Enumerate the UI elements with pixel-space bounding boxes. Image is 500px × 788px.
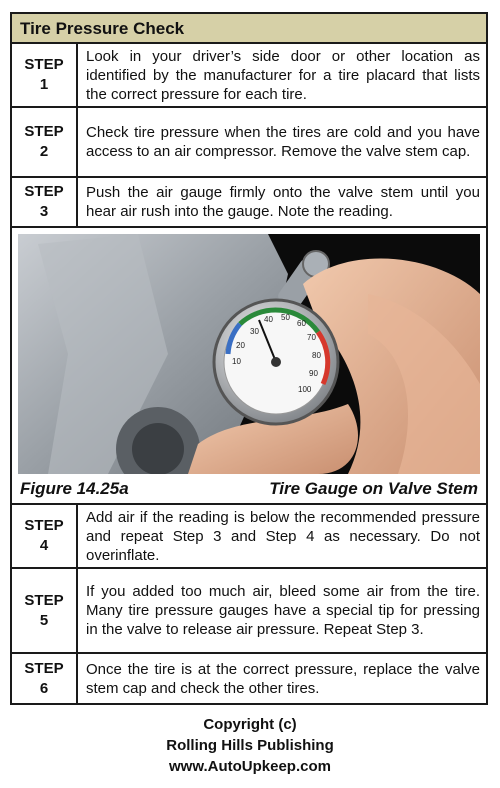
gauge-tick-20: 20 bbox=[236, 341, 245, 350]
step-text-2: Check tire pressure when the tires are cold and you have access to an air compressor. Remove the valve stem cap. bbox=[86, 124, 480, 160]
step-label-5: STEP 5 bbox=[12, 569, 78, 652]
figure-number: Figure 14.25a bbox=[20, 479, 129, 498]
gauge-tick-60: 60 bbox=[297, 319, 306, 328]
gauge-tick-50: 50 bbox=[281, 313, 290, 322]
gauge-tick-10: 10 bbox=[232, 357, 241, 366]
step-label-3: STEP 3 bbox=[12, 178, 78, 226]
gauge-tick-70: 70 bbox=[307, 333, 316, 342]
step-row-6 bbox=[12, 654, 486, 703]
step-text-3: Push the air gauge firmly onto the valve stem until you hear air rush into the gauge. Note the reading. bbox=[86, 184, 480, 220]
step-label-4: STEP 4 bbox=[12, 505, 78, 567]
copyright-line: Copyright (c) bbox=[203, 716, 297, 733]
figure-caption: Tire Gauge on Valve Stem bbox=[269, 479, 478, 498]
step-row-4 bbox=[12, 505, 486, 569]
gauge-tick-40: 40 bbox=[264, 315, 273, 324]
gauge-tick-30: 30 bbox=[250, 327, 259, 336]
gauge-tick-80: 80 bbox=[312, 351, 321, 360]
step-text-4: Add air if the reading is below the recommended pressure and repeat Step 3 and Step 4 as necessary. Do not overinflate. bbox=[86, 508, 480, 564]
tire-gauge-illustration bbox=[18, 234, 480, 474]
publisher-line: Rolling Hills Publishing bbox=[166, 737, 334, 754]
step-row-3 bbox=[12, 178, 486, 228]
step-label-6: STEP 6 bbox=[12, 654, 78, 703]
title-bar bbox=[12, 14, 486, 44]
step-row-2 bbox=[12, 108, 486, 178]
step-label-2: STEP 2 bbox=[12, 108, 78, 176]
tire-gauge-photo bbox=[18, 234, 480, 474]
instruction-card bbox=[10, 12, 488, 705]
gauge-tick-90: 90 bbox=[309, 369, 318, 378]
website-line: www.AutoUpkeep.com bbox=[169, 758, 331, 775]
step-label-1: STEP 1 bbox=[12, 44, 78, 106]
step-row-5 bbox=[12, 569, 486, 654]
gauge-tick-100: 100 bbox=[298, 385, 312, 394]
step-text-6: Once the tire is at the correct pressure, replace the valve stem cap and check the other tires. bbox=[86, 660, 480, 697]
step-text-5: If you added too much air, bleed some air from the tire. Many tire pressure gauges have a special tip for pressing in the valve to release air pressure. Repeat Step 3. bbox=[86, 583, 480, 638]
figure-panel bbox=[12, 228, 486, 505]
step-text-1: Look in your driver’s side door or other location as identified by the manufacturer for a tire placard that lists the correct pressure for each tire. bbox=[86, 47, 480, 103]
gauge-dial bbox=[214, 300, 338, 424]
card-title: Tire Pressure Check bbox=[20, 19, 185, 38]
step-row-1 bbox=[12, 44, 486, 108]
